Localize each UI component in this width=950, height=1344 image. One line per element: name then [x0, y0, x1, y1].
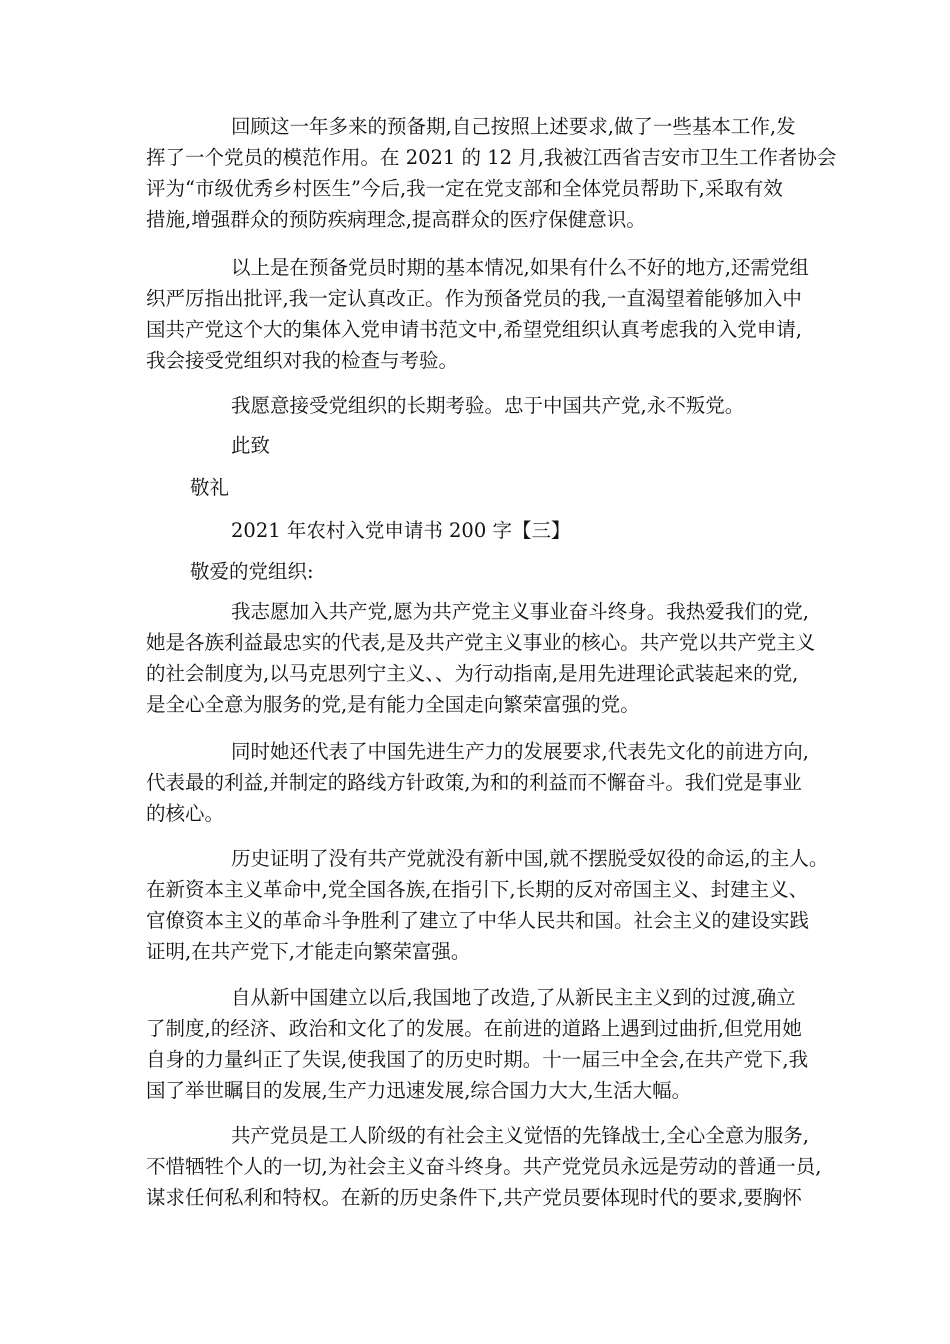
paragraph-review	[146, 111, 837, 235]
paragraph-line: 我愿意接受党组织的长期考验。忠于中国共产党,永不叛党。	[231, 394, 745, 417]
paragraph-line: 代表最的利益,并制定的路线方针政策,为和的利益而不懈奋斗。我们党是事业	[146, 771, 802, 794]
paragraph-line: 我会接受党组织对我的检查与考验。	[146, 349, 459, 372]
paragraph-line: 证明,在共产党下,才能走向繁荣富强。	[146, 940, 471, 963]
paragraph-line: 回顾这一年多来的预备期,自己按照上述要求,做了一些基本工作,发	[231, 115, 796, 138]
paragraph-line: 了制度,的经济、政治和文化了的发展。在前进的道路上遇到过曲折,但党用她	[146, 1017, 802, 1040]
closing-line: 此致	[231, 434, 271, 457]
paragraph-line: 措施,增强群众的预防疾病理念,提高群众的医疗保健意识。	[146, 208, 646, 231]
closing-salute: 敬礼	[190, 476, 230, 499]
paragraph-line: 谋求任何私利和特权。在新的历史条件下,共产党员要体现时代的要求,要胸怀	[146, 1186, 802, 1209]
paragraph-line: 挥了一个党员的模范作用。在 2021 的 12 月,我被江西省吉安市卫生工作者协会	[146, 146, 837, 169]
paragraph-line: 自身的力量纠正了失误,使我国了的历史时期。十一届三中全会,在共产党下,我	[146, 1048, 809, 1071]
paragraph-line: 织严厉指出批评,我一定认真改正。作为预备党员的我,一直渴望着能够加入中	[146, 287, 802, 310]
section-title: 2021 年农村入党申请书 200 字【三】	[231, 519, 571, 542]
paragraph-line: 共产党员是工人阶级的有社会主义觉悟的先锋战士,全心全意为服务,	[231, 1124, 809, 1147]
closing-respect	[146, 430, 802, 461]
paragraph-line: 国了举世瞩目的发展,生产力迅速发展,综合国力大大,生活大幅。	[146, 1079, 692, 1102]
paragraph-history	[146, 843, 829, 967]
paragraph-summary	[146, 252, 809, 376]
paragraph-line: 以上是在预备党员时期的基本情况,如果有什么不好的地方,还需党组	[231, 256, 809, 279]
paragraph-line: 的社会制度为,以马克思列宁主义、、为行动指南,是用先进理论武装起来的党,	[146, 662, 799, 685]
paragraph-line: 的核心。	[146, 802, 225, 825]
paragraph-line: 同时她还代表了中国先进生产力的发展要求,代表先文化的前进方向,	[231, 740, 809, 763]
paragraph-since-founding	[146, 982, 809, 1106]
paragraph-volunteer	[146, 596, 816, 720]
paragraph-line: 不惜牺牲个人的一切,为社会主义奋斗终身。共产党党员永远是劳动的普通一员,	[146, 1155, 822, 1178]
paragraph-line: 国共产党这个大的集体入党申请书范文中,希望党组织认真考虑我的入党申请,	[146, 318, 802, 341]
paragraph-line: 官僚资本主义的革命斗争胜利了建立了中华人民共和国。社会主义的建设实践	[146, 909, 810, 932]
paragraph-members	[146, 1120, 822, 1213]
paragraph-line: 自从新中国建立以后,我国地了改造,了从新民主主义到的过渡,确立	[231, 986, 796, 1009]
salutation: 敬爱的党组织:	[190, 560, 314, 583]
paragraph-line: 是全心全意为服务的党,是有能力全国走向繁荣富强的党。	[146, 693, 640, 716]
paragraph-line: 评为“市级优秀乡村医生”今后,我一定在党支部和全体党员帮助下,采取有效	[146, 177, 783, 200]
paragraph-line: 我志愿加入共产党,愿为共产党主义事业奋斗终身。我热爱我们的党,	[231, 600, 809, 623]
paragraph-represent	[146, 736, 809, 829]
paragraph-line: 她是各族利益最忠实的代表,是及共产党主义事业的核心。共产党以共产党主义	[146, 631, 816, 654]
paragraph-line: 在新资本主义革命中,党全国各族,在指引下,长期的反对帝国主义、封建主义、	[146, 878, 809, 901]
paragraph-line: 历史证明了没有共产党就没有新中国,就不摆脱受奴役的命运,的主人。	[231, 847, 829, 870]
paragraph-pledge	[146, 390, 802, 421]
